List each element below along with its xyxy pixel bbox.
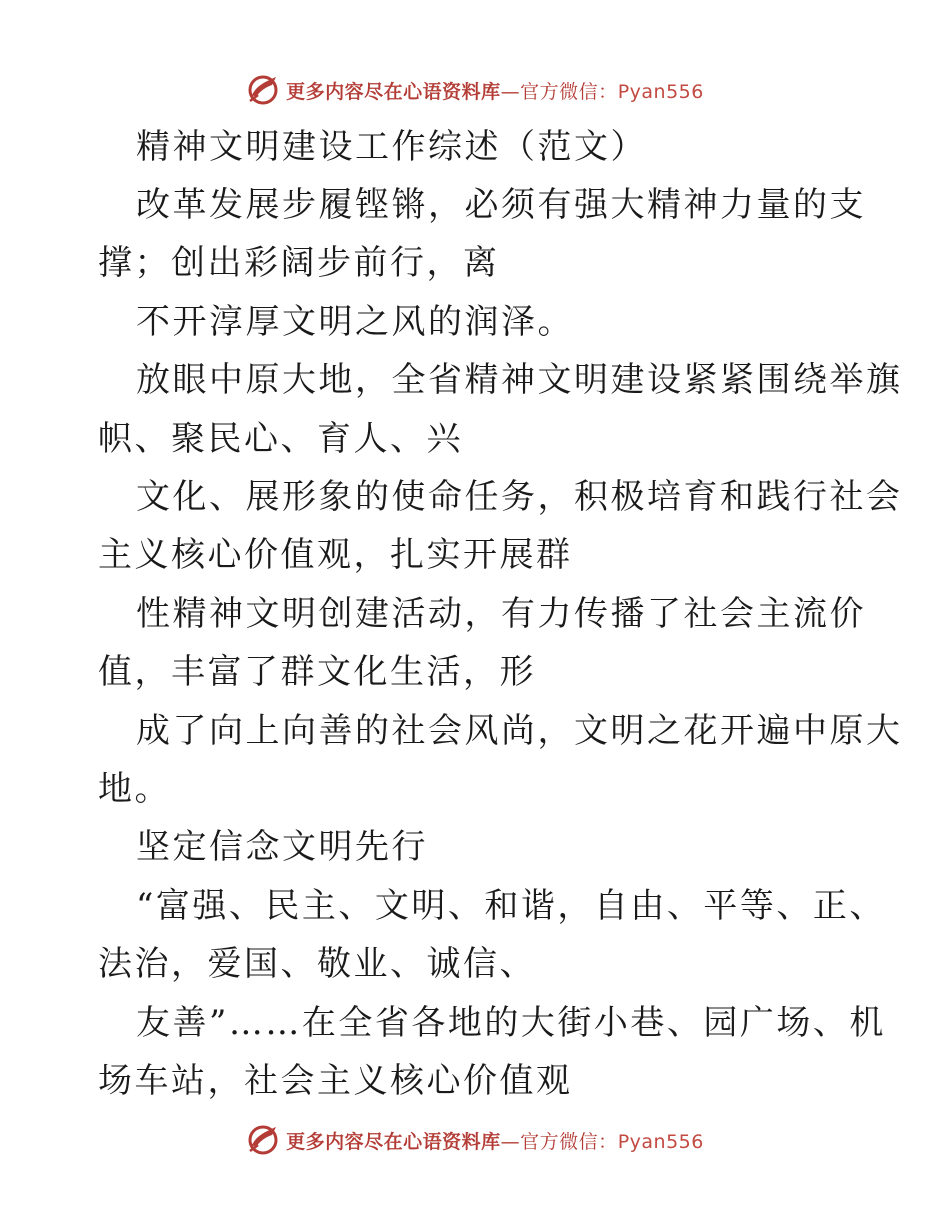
text-line: 撑；创出彩阔步前行，离 xyxy=(98,243,500,283)
watermark-logo xyxy=(246,1123,704,1157)
text-line: 性精神文明创建活动，有力传播了社会主流价 xyxy=(136,594,866,634)
text-line: 地。 xyxy=(98,769,171,809)
text-line: 帜、聚民心、育人、兴 xyxy=(98,419,463,459)
watermark-secondary: 官方微信： xyxy=(520,80,618,103)
text-line: 不开淳厚文明之风的润泽。 xyxy=(136,302,574,342)
watermark-id: Pyan556 xyxy=(617,80,704,103)
text-line: 法治，爱国、敬业、诚信、 xyxy=(98,944,536,984)
text-line: 主义核心价值观，扎实开展群 xyxy=(98,535,573,575)
text-line: 场车站，社会主义核心价值观 xyxy=(98,1061,573,1101)
text-line: 文化、展形象的使命任务，积极培育和践行社会 xyxy=(136,477,903,517)
watermark-logo xyxy=(246,73,704,107)
watermark-main: 更多内容尽在心语资料库 xyxy=(286,80,501,103)
text-line: 友善”……在全省各地的大街小巷、园广场、机 xyxy=(136,1003,886,1043)
text-line: “富强、民主、文明、和谐，自由、平等、正、 xyxy=(136,886,886,926)
watermark-text xyxy=(286,1127,704,1154)
footer-watermark xyxy=(0,1120,950,1160)
document-title: 精神文明建设工作综述（范文） xyxy=(136,127,647,167)
text-line: 放眼中原大地，全省精神文明建设紧紧围绕举旗 xyxy=(136,360,903,400)
text-line: 值，丰富了群文化生活，形 xyxy=(98,652,536,692)
text-line: 改革发展步履铿锵，必须有强大精神力量的支 xyxy=(136,185,866,225)
section-heading: 坚定信念文明先行 xyxy=(136,827,428,867)
header-watermark xyxy=(0,70,950,110)
pen-circle-logo-icon xyxy=(246,73,280,107)
pen-circle-logo-icon xyxy=(246,1123,280,1157)
text-line: 成了向上向善的社会风尚，文明之花开遍中原大 xyxy=(136,711,903,751)
watermark-id: Pyan556 xyxy=(617,1130,704,1153)
watermark-dash: — xyxy=(500,80,521,103)
watermark-secondary: 官方微信： xyxy=(520,1130,618,1153)
watermark-text xyxy=(286,77,704,104)
watermark-main: 更多内容尽在心语资料库 xyxy=(286,1130,501,1153)
watermark-dash: — xyxy=(500,1130,521,1153)
